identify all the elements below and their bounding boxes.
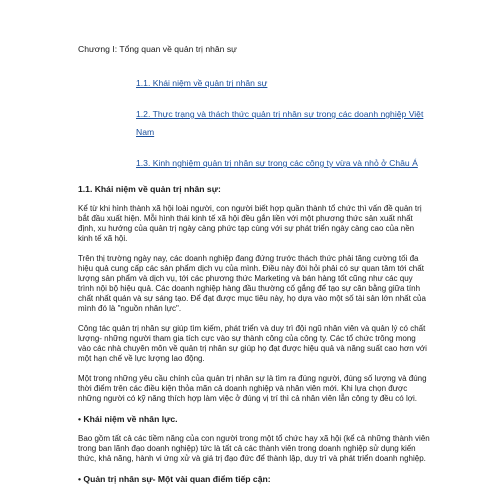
- paragraph: Một trong những yêu cầu chính của quản trị nhân sự là tìm ra đúng người, đúng số lượng và đúng thời điểm trên các điều kiện thỏa mãn cả doanh nghiệp và nhân viên mới. Khi lựa chọn được những người có kỹ năng thích hợp làm việc ở đúng vị trí thì cả nhân viên lẫn công ty đều có lợi.: [78, 373, 427, 403]
- toc-link-1-1[interactable]: 1.1. Khái niệm về quản trị nhân sự: [136, 78, 268, 88]
- paragraph: Công tác quản trị nhân sự giúp tìm kiếm, phát triển và duy trì đội ngũ nhân viên và quản lý có chất lượng- những người tham gia tích cực vào sự thành công của công ty. Các tổ chức trông mong vào các nhà chuyên môn về quản trị nhân sự giúp họ đạt được hiệu quả và năng suất cao hơn với một hạn chế về lực lượng lao động.: [78, 323, 427, 364]
- toc-link-1-2[interactable]: 1.2. Thực trạng và thách thức quản trị nhân sự trong các doanh nghiệp Việt Nam: [136, 109, 424, 137]
- paragraph: Kể từ khi hình thành xã hội loài người, con người biết hợp quần thành tổ chức thì vấn đề quản trị bắt đầu xuất hiện. Mỗi hình thái kinh tế xã hội đều gắn liền với một phương thức sản xuất nhất định, xu hướng của quản trị ngày càng phức tạp cùng với sự phát triển ngày càng cao của nền kinh tế xã hội.: [78, 204, 422, 244]
- section-heading: 1.1. Khái niệm về quản trị nhân sự:: [78, 184, 221, 194]
- table-of-contents: [78, 73, 430, 171]
- chapter-title: Chương I: Tổng quan về quản trị nhân sự: [78, 44, 237, 54]
- paragraph: Bao gồm tất cả các tiềm năng của con người trong một tổ chức hay xã hội (kể cả những thành viên trong ban lãnh đạo doanh nghiệp) tức là tất cả các thành viên trong doanh nghiệp sử dụng kiến thức, khả năng, hành vi ứng xử và giá trị đạo đức để thành lập, duy trì và phát triển doanh nghiệp.: [78, 434, 430, 464]
- toc-item: [136, 73, 430, 91]
- bullet-heading: • Khái niệm về nhân lực.: [78, 414, 178, 425]
- toc-item: [136, 153, 430, 171]
- paragraph: Trên thị trường ngày nay, các doanh nghiệp đang đứng trước thách thức phải tăng cường tối đa hiệu quả cung cấp các sản phẩm dịch vụ của mình. Điều này đòi hỏi phải có sự quan tâm tới chất lượng sản phẩm và dịch vụ, tới các phương thức Marketing và bán hàng tốt cũng như các quy trình nội bộ hiệu quả. Các doanh nghiệp hàng đầu thường cố gắng để tạo sự cân bằng giữa tính chất nhất quán và sự sáng tạo. Để đạt được mục tiêu này, họ dựa vào một số tài sản lớn nhất của mình đó là "nguồn nhân lực".: [78, 253, 426, 314]
- bullet-heading: • Quản trị nhân sự- Một vài quan điểm tiếp cận:: [78, 474, 271, 485]
- toc-item: [136, 104, 430, 140]
- document-page: [78, 44, 430, 494]
- toc-link-1-3[interactable]: 1.3. Kinh nghiệm quản trị nhân sự trong các công ty vừa và nhỏ ở Châu Á: [136, 158, 418, 168]
